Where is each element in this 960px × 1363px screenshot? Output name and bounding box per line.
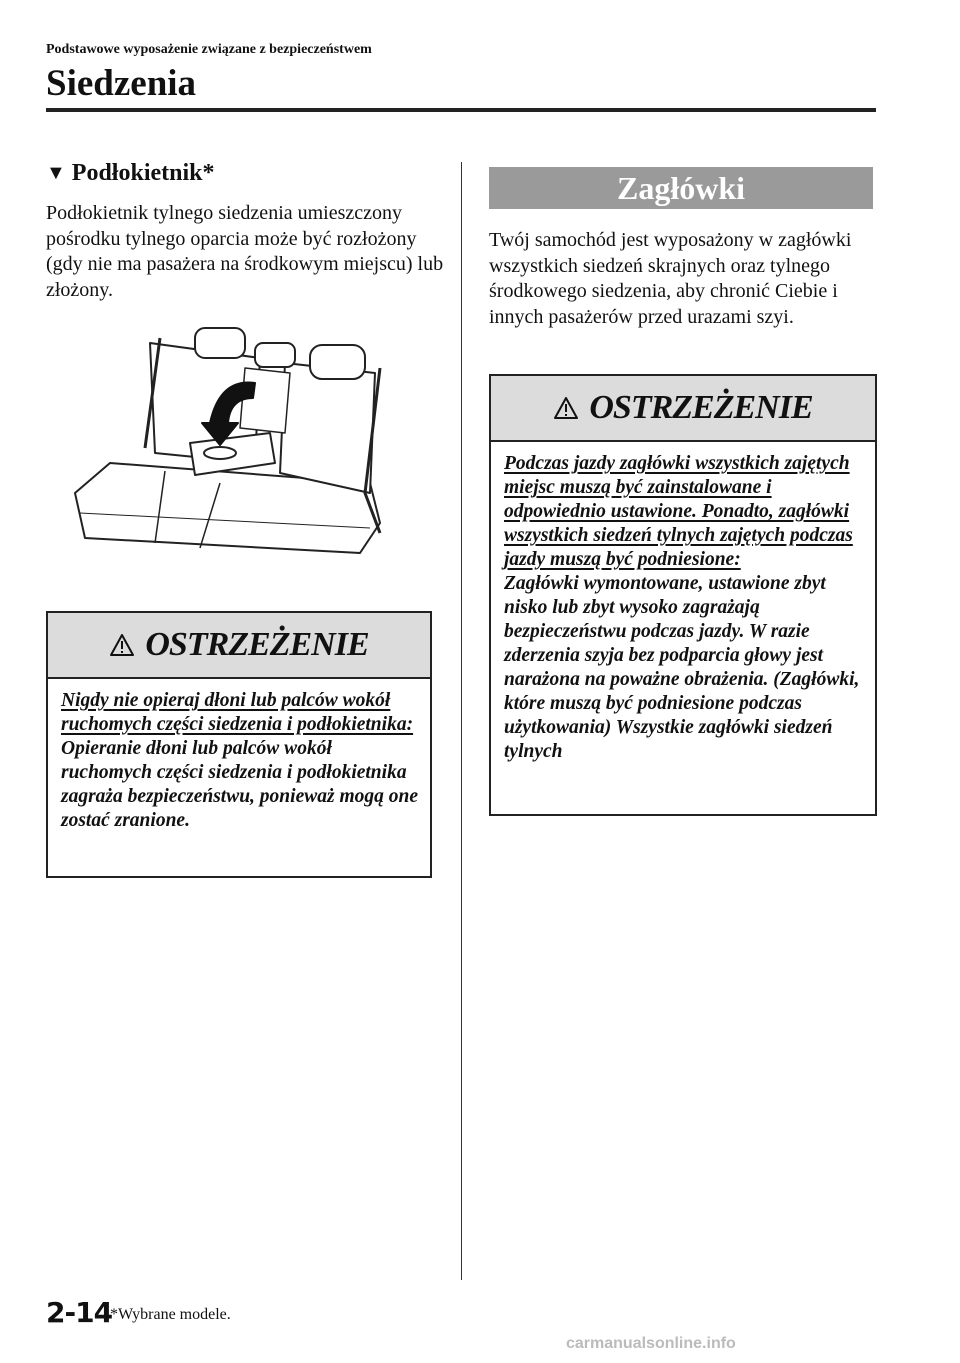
rear-seat-armrest-illustration	[70, 323, 400, 555]
warning-underlined-text: Nigdy nie opieraj dłoni lub palców wokół ruchomych części siedzenia i podłokietnika:	[61, 690, 414, 735]
armrest-heading	[46, 160, 215, 187]
armrest-heading-text: Podłokietnik*	[71, 160, 215, 186]
watermark: carmanualsonline.info	[566, 1335, 736, 1352]
warning-header	[48, 613, 430, 679]
warning-body-text: Zagłówki wymontowane, ustawione zbyt nisko lub zbyt wysoko zagrażają bezpieczeństwu podczas jazdy. W razie zderzenia szyja bez podparcia głowy jest narażona na poważne obrażenia. (Zagłówki, które muszą być podniesione podczas użytkowania) Wszystkie zagłówki siedzeń tylnych	[504, 573, 860, 762]
page-title: Siedzenia	[46, 63, 197, 104]
headrests-warning-box	[489, 374, 877, 816]
armrest-paragraph: Podłokietnik tylnego siedzenia umieszczony pośrodku tylnego oparcia może być rozłożony (gdy nie ma pasażera na środkowym miejscu) lub złożony.	[46, 202, 444, 301]
footnote: *Wybrane modele.	[110, 1306, 231, 1323]
armrest-warning-box	[46, 611, 432, 878]
warning-header	[491, 376, 875, 442]
warning-title: OSTRZEŻENIE	[145, 626, 369, 663]
headrests-paragraph: Twój samochód jest wyposażony w zagłówki wszystkich siedzeń skrajnych oraz tylnego środkowego siedzenia, aby chronić Ciebie i innych pasażerów przed urazami szyi.	[489, 229, 852, 328]
warning-underlined-text: Podczas jazdy zagłówki wszystkich zajętych miejsc muszą być zainstalowane i odpowiednio ustawione. Ponadto, zagłówki wszystkich siedzeń tylnych zajętych podczas jazdy muszą być podniesione:	[504, 453, 853, 570]
page-number: 2-14	[46, 1296, 113, 1329]
column-divider	[461, 162, 462, 1280]
headrests-heading-band: Zagłówki	[489, 167, 873, 209]
title-rule	[46, 108, 876, 112]
warning-body-text: Opieranie dłoni lub palców wokół ruchomych części siedzenia i podłokietnika zagraża bezpieczeństwu, ponieważ mogą one zostać zranione.	[61, 738, 418, 831]
breadcrumb: Podstawowe wyposażenie związane z bezpieczeństwem	[46, 42, 372, 57]
warning-triangle-icon	[109, 633, 135, 657]
triangle-down-icon: ▼	[46, 162, 66, 184]
warning-title: OSTRZEŻENIE	[589, 389, 813, 426]
warning-triangle-icon	[553, 396, 579, 420]
